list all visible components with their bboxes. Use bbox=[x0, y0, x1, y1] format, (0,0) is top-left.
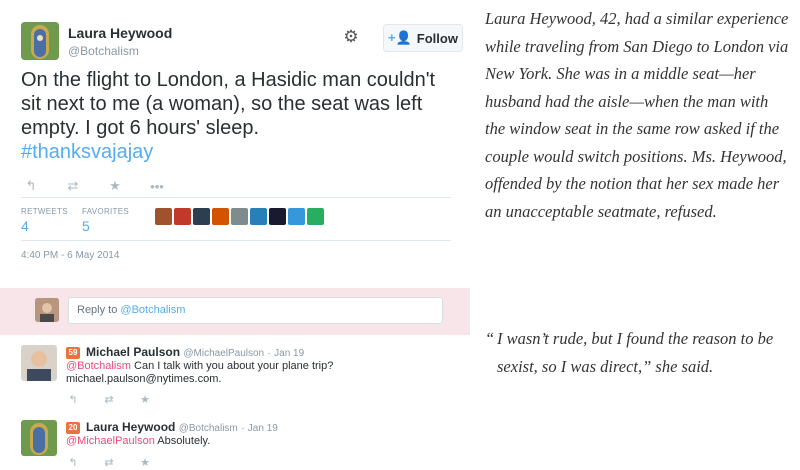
reply-date-sep: · bbox=[241, 423, 245, 434]
star-icon[interactable]: ★ bbox=[140, 457, 150, 469]
gear-icon[interactable]: ⚙ bbox=[343, 27, 359, 46]
author-avatar[interactable] bbox=[21, 22, 59, 60]
avatar[interactable] bbox=[307, 208, 324, 225]
avatar-image-icon bbox=[21, 420, 57, 456]
tweet-text bbox=[21, 68, 451, 164]
avatar[interactable] bbox=[174, 208, 191, 225]
avatar[interactable] bbox=[212, 208, 229, 225]
reply-date-sep: · bbox=[267, 348, 271, 359]
reply-author[interactable] bbox=[86, 420, 278, 434]
tweet-timestamp[interactable]: 4:40 PM - 6 May 2014 bbox=[21, 250, 120, 261]
article-quote bbox=[485, 325, 791, 380]
reply-input[interactable] bbox=[68, 297, 443, 324]
avatar-image-icon bbox=[21, 22, 59, 60]
reply-icon[interactable]: ↰ bbox=[68, 457, 78, 469]
reply-mention[interactable]: @MichaelPaulson bbox=[66, 435, 155, 447]
author-handle[interactable]: @Botchalism bbox=[68, 44, 139, 58]
reply-tweet bbox=[0, 345, 470, 415]
avatar[interactable] bbox=[269, 208, 286, 225]
author-name[interactable]: Laura Heywood bbox=[68, 25, 173, 41]
retweets-label: RETWEETS bbox=[21, 207, 68, 216]
reply-box bbox=[0, 288, 470, 335]
reply-body: Can I talk with you about your plane trip? bbox=[130, 360, 334, 372]
article-paragraph: Laura Heywood, 42, had a similar experience while traveling from San Diego to London via New York. She was in a middle seat—her husband had the aisle—when the man with the window seat in the same row asked if the couple would switch positions. Ms. Heywood, offended by the notion that her sex made her an unacceptable seatmate, refused. bbox=[485, 9, 789, 221]
avatar[interactable] bbox=[288, 208, 305, 225]
reply-prefix: Reply to bbox=[77, 304, 121, 316]
reply-text bbox=[66, 360, 446, 386]
user-face-icon bbox=[21, 345, 57, 381]
user-face-icon bbox=[35, 298, 59, 322]
avatar[interactable] bbox=[193, 208, 210, 225]
tweet-header bbox=[21, 22, 458, 62]
reply-tweet bbox=[0, 420, 470, 470]
reply-author[interactable] bbox=[86, 345, 304, 359]
reply-text bbox=[66, 435, 446, 448]
retweets-stat[interactable] bbox=[21, 207, 68, 234]
tweet-body: On the flight to London, a Hasidic man couldn't sit next to me (a woman), so the seat was left empty. I got 6 hours' sleep. bbox=[21, 69, 436, 139]
reply-date: Jan 19 bbox=[274, 348, 305, 359]
divider bbox=[21, 240, 451, 241]
avatar[interactable] bbox=[155, 208, 172, 225]
reply-author-handle: @MichaelPaulson bbox=[183, 348, 265, 359]
favoriter-avatars bbox=[155, 208, 324, 225]
retweet-icon[interactable]: ⇄ bbox=[104, 457, 114, 469]
more-icon[interactable]: ••• bbox=[150, 178, 164, 194]
star-icon[interactable]: ★ bbox=[109, 178, 121, 193]
retweet-icon[interactable]: ⇄ bbox=[67, 178, 79, 193]
reply-author-name: Michael Paulson bbox=[86, 345, 181, 359]
avatar bbox=[35, 298, 59, 322]
reply-email: michael.paulson@nytimes.com. bbox=[66, 373, 222, 385]
reply-date: Jan 19 bbox=[247, 423, 278, 434]
reply-rank-badge: 20 bbox=[66, 422, 80, 434]
reply-author-name: Laura Heywood bbox=[86, 420, 176, 434]
reply-actions bbox=[66, 456, 152, 469]
reply-mention: @Botchalism bbox=[120, 304, 186, 316]
avatar[interactable] bbox=[250, 208, 267, 225]
favorites-label: FAVORITES bbox=[82, 207, 130, 216]
favorites-count: 5 bbox=[82, 218, 90, 234]
avatar[interactable] bbox=[21, 420, 57, 456]
add-user-icon: +👤 bbox=[388, 30, 412, 45]
reply-icon[interactable]: ↰ bbox=[25, 178, 37, 193]
reply-rank-badge: 59 bbox=[66, 347, 80, 359]
reply-actions bbox=[66, 393, 152, 406]
quote-body: I wasn’t rude, but I found the reason to be sexist, so I was direct,” she said. bbox=[497, 329, 774, 376]
retweets-count: 4 bbox=[21, 218, 29, 234]
avatar[interactable] bbox=[231, 208, 248, 225]
divider bbox=[21, 197, 451, 198]
retweet-icon[interactable]: ⇄ bbox=[104, 394, 114, 406]
avatar[interactable] bbox=[21, 345, 57, 381]
reply-body: Absolutely. bbox=[154, 435, 211, 447]
follow-button[interactable] bbox=[383, 24, 463, 52]
hashtag-link[interactable]: #thanksvajajay bbox=[21, 141, 154, 163]
reply-author-handle: @Botchalism bbox=[178, 423, 238, 434]
quote-mark: “ bbox=[485, 329, 495, 348]
reply-icon[interactable]: ↰ bbox=[68, 394, 78, 406]
tweet-actions bbox=[23, 178, 165, 194]
follow-label: Follow bbox=[416, 30, 458, 46]
favorites-stat[interactable] bbox=[82, 207, 129, 234]
reply-mention[interactable]: @Botchalism bbox=[66, 360, 131, 372]
star-icon[interactable]: ★ bbox=[140, 394, 150, 406]
